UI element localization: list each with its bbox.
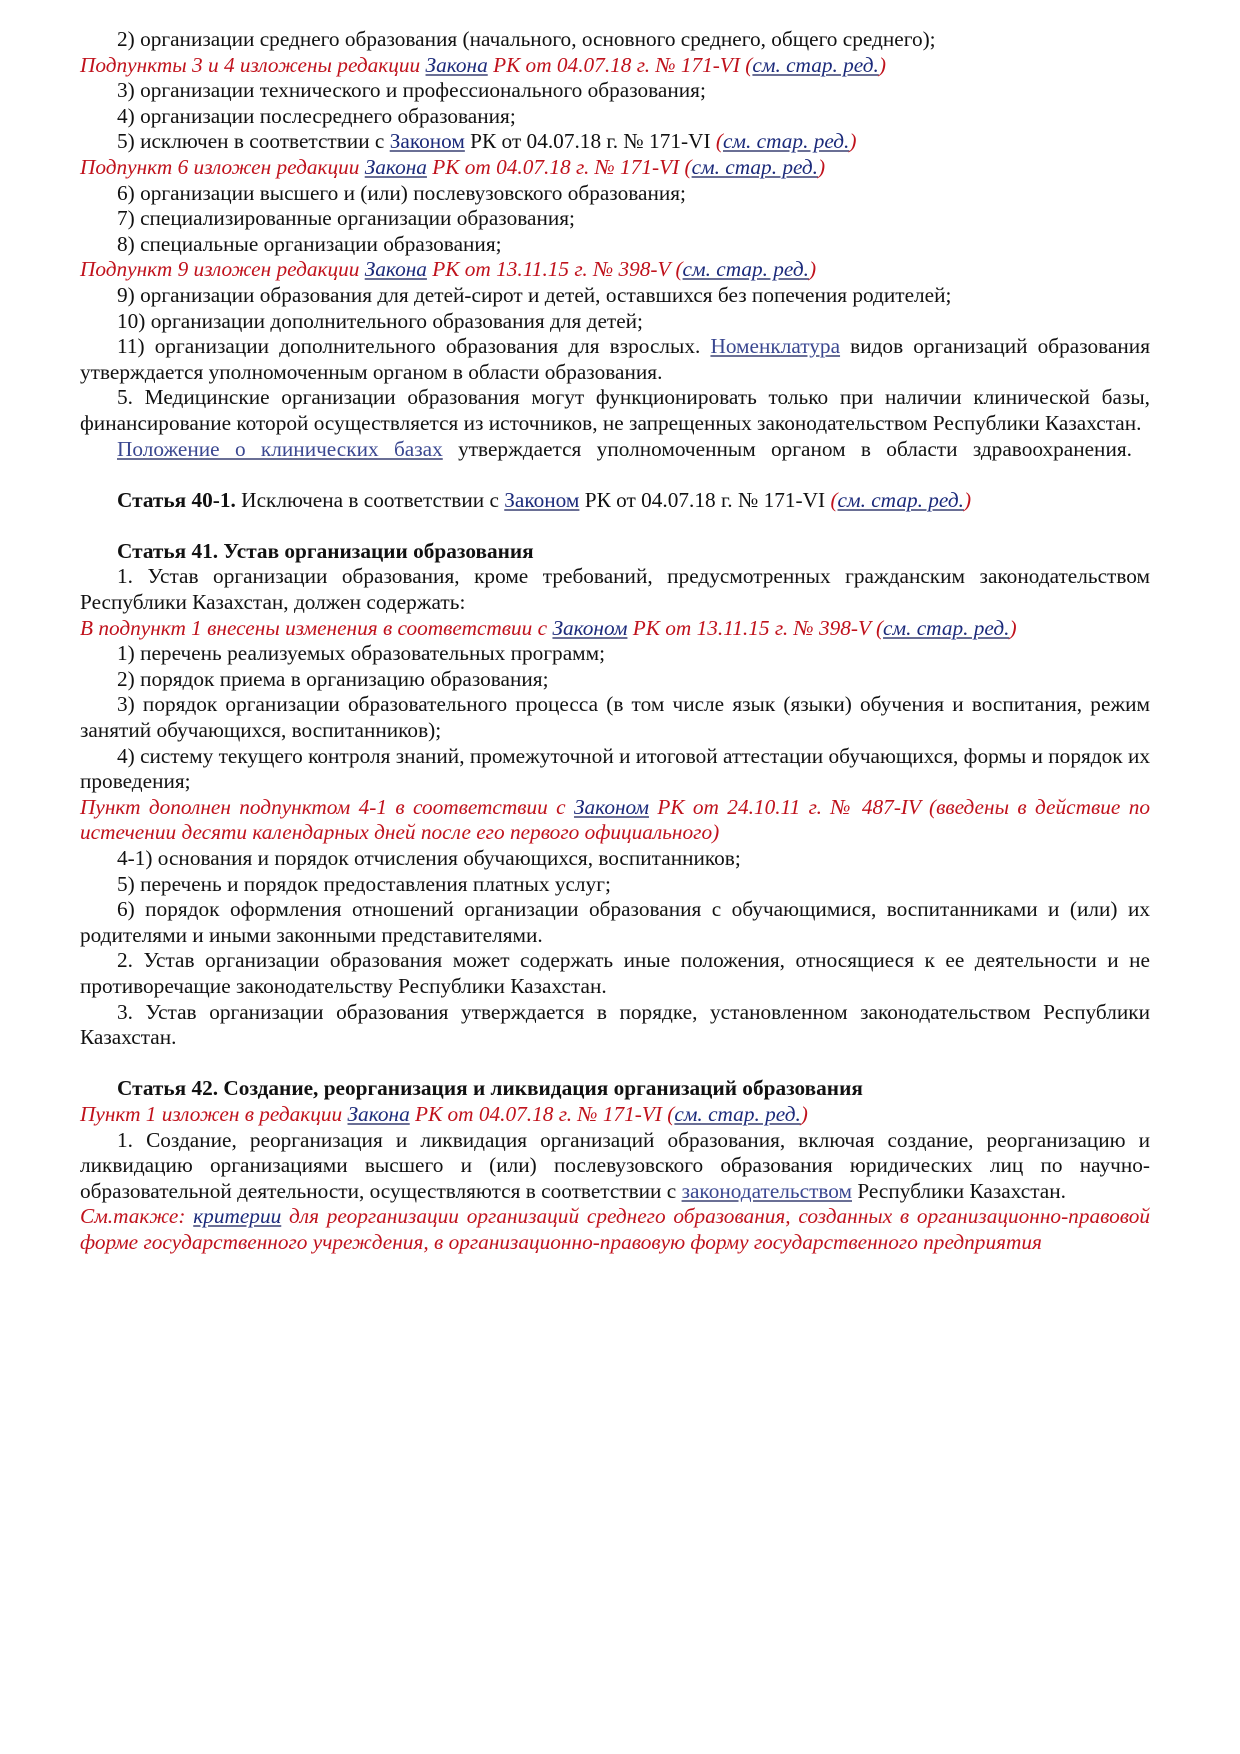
item-text: РК от 04.07.18 г. № 171-VI <box>579 487 831 512</box>
nomenclature-link[interactable]: Номенклатура <box>710 334 841 359</box>
note-text: РК от 13.11.15 г. № 398-V ( <box>627 615 884 640</box>
amendment-note <box>80 53 1150 79</box>
law-link[interactable]: Закона <box>364 154 427 179</box>
article-42-paragraph-1 <box>80 1128 1150 1205</box>
old-edition-link[interactable]: см. стар. ред. <box>752 52 879 77</box>
subitem-10: 10) организации дополнительного образования для детей; <box>117 308 643 333</box>
note-text: РК от 04.07.18 г. № 171-VI ( <box>409 1101 675 1126</box>
subitem-9: 9) организации образования для детей-сирот и детей, оставшихся без попечения родителей; <box>117 282 952 307</box>
article-41-item-2: 2) порядок приема в организацию образования; <box>117 666 549 691</box>
article-41-item-6: 6) порядок оформления отношений организации образования с обучающимися, воспитанниками и (или) их родителями и иными законными представителями. <box>80 897 1150 947</box>
article-41-heading <box>80 539 1150 565</box>
note-text: В подпункт 1 внесены изменения в соответствии с <box>80 615 553 640</box>
item-text: 1. Создание, реорганизация и ликвидация организаций образования, включая создание, реорганизацию и ликвидацию организациями высшего и (или) послевузовского образования юридических лиц по научно-образовательной деятельности, осуществляются в соответствии с <box>80 1127 1150 1203</box>
article-41-item-3: 3) порядок организации образовательного процесса (в том числе язык (языки) обучения и воспитания, режим занятий обучающихся, воспитанников); <box>80 692 1150 743</box>
subitem-5 <box>80 129 1150 155</box>
paren: ( <box>830 487 838 512</box>
note-text: Пункт дополнен подпунктом 4-1 в соответствии с <box>80 794 574 819</box>
article-42-heading <box>80 1076 1150 1102</box>
clinical-bases-paragraph <box>80 437 1150 463</box>
note-text: Подпункты 3 и 4 изложены редакции <box>80 52 426 77</box>
paren: ) <box>849 129 857 154</box>
item-text: Республики Казахстан. <box>852 1178 1066 1203</box>
subitem-8: 8) специальные организации образования; <box>117 231 502 256</box>
article-title: Статья 41. Устав организации образования <box>117 538 534 563</box>
spacer <box>80 462 1150 488</box>
item-text: 5) исключен в соответствии с <box>117 129 390 154</box>
article-41-item-5: 5) перечень и порядок предоставления платных услуг; <box>117 871 611 896</box>
note-text: РК от 04.07.18 г. № 171-VI ( <box>426 154 692 179</box>
law-link[interactable]: Законом <box>573 794 649 819</box>
subitem-4: 4) организации послесреднего образования; <box>117 103 516 128</box>
article-title: Статья 42. Создание, реорганизация и ликвидация организаций образования <box>117 1076 863 1101</box>
law-link[interactable]: Закона <box>425 52 488 77</box>
amendment-note <box>80 1102 1150 1128</box>
article-41-paragraph-1: 1. Устав организации образования, кроме требований, предусмотренных гражданским законодательством Республики Казахстан, должен содержать: <box>80 564 1150 615</box>
old-edition-link[interactable]: см. стар. ред. <box>722 129 850 154</box>
note-text: РК от 24.10.11 г. № 487-IV (введены в действие по истечении десяти календарных дней после его первого официального) <box>80 794 1150 845</box>
paren: ( <box>715 129 723 154</box>
item-text: видов организаций образования утверждается уполномоченным органом в области образования. <box>80 334 1150 384</box>
law-link[interactable]: Закона <box>347 1101 410 1126</box>
note-text: ) <box>818 154 826 179</box>
subitem-7: 7) специализированные организации образования; <box>117 206 575 231</box>
old-edition-link[interactable]: см. стар. ред. <box>674 1101 801 1126</box>
item-text: 11) организации дополнительного образования для взрослых. <box>117 334 711 359</box>
note-text: Пункт 1 изложен в редакции <box>80 1101 348 1126</box>
subitem-2: 2) организации среднего образования (начального, основного среднего, общего среднего); <box>117 27 936 51</box>
old-edition-link[interactable]: см. стар. ред. <box>837 487 964 512</box>
law-link[interactable]: Законом <box>389 129 465 154</box>
clinical-bases-link[interactable]: Положение о клинических базах <box>117 436 443 461</box>
paren: ) <box>963 487 972 512</box>
amendment-note <box>80 795 1150 846</box>
note-text: ) <box>800 1101 808 1126</box>
law-link[interactable]: Законом <box>552 615 628 640</box>
item-text: РК от 04.07.18 г. № 171-VI <box>464 129 716 154</box>
item-text: утверждается уполномоченным органом в области здравоохранения. <box>442 436 1132 461</box>
article-41-item-4-1: 4-1) основания и порядок отчисления обучающихся, воспитанников; <box>117 846 741 870</box>
document-page <box>80 27 1150 1256</box>
article-41-item-1: 1) перечень реализуемых образовательных программ; <box>117 641 606 666</box>
note-text: Подпункт 6 изложен редакции <box>80 154 365 179</box>
note-text: ) <box>1009 615 1017 640</box>
subitem-11 <box>80 334 1150 385</box>
article-40-1 <box>80 488 1150 514</box>
note-text: См.также: <box>80 1204 194 1229</box>
legislation-link[interactable]: законодательством <box>681 1178 852 1203</box>
law-link[interactable]: Закона <box>364 257 427 282</box>
note-text: для реорганизации организаций среднего образования, созданных в организационно-правовой форме государственного учреждения, в организационно-правовую форму государственного предприятия <box>80 1204 1150 1254</box>
amendment-note <box>80 257 1150 283</box>
article-title: Статья 40-1. <box>117 487 236 512</box>
criteria-link[interactable]: критерии <box>193 1204 282 1229</box>
subitem-3: 3) организации технического и профессионального образования; <box>117 78 706 103</box>
note-text: ) <box>808 257 817 282</box>
note-text: РК от 13.11.15 г. № 398-V ( <box>426 257 683 282</box>
note-text: РК от 04.07.18 г. № 171-VI ( <box>487 52 753 77</box>
item-text: Исключена в соответствии с <box>235 487 505 512</box>
article-41-paragraph-3: 3. Устав организации образования утверждается в порядке, установленном законодательством Республики Казахстан. <box>80 999 1150 1050</box>
old-edition-link[interactable]: см. стар. ред. <box>682 257 809 282</box>
spacer <box>80 1051 1150 1077</box>
spacer <box>80 513 1150 539</box>
see-also-note <box>80 1204 1150 1255</box>
old-edition-link[interactable]: см. стар. ред. <box>691 154 819 179</box>
article-41-paragraph-2: 2. Устав организации образования может содержать иные положения, относящиеся к ее деятельности и не противоречащие законодательству Республики Казахстан. <box>80 948 1150 998</box>
paragraph-5: 5. Медицинские организации образования могут функционировать только при наличии клинической базы, финансирование которой осуществляется из источников, не запрещенных законодательством Республики Казахстан. <box>80 385 1150 435</box>
law-link[interactable]: Законом <box>504 487 580 512</box>
amendment-note <box>80 155 1150 181</box>
note-text: Подпункт 9 изложен редакции <box>80 257 365 282</box>
subitem-6: 6) организации высшего и (или) послевузовского образования; <box>117 180 686 205</box>
article-41-item-4: 4) систему текущего контроля знаний, промежуточной и итоговой аттестации обучающихся, формы и порядок их проведения; <box>80 743 1150 794</box>
amendment-note <box>80 616 1150 642</box>
note-text: ) <box>878 52 886 77</box>
old-edition-link[interactable]: см. стар. ред. <box>883 615 1010 640</box>
